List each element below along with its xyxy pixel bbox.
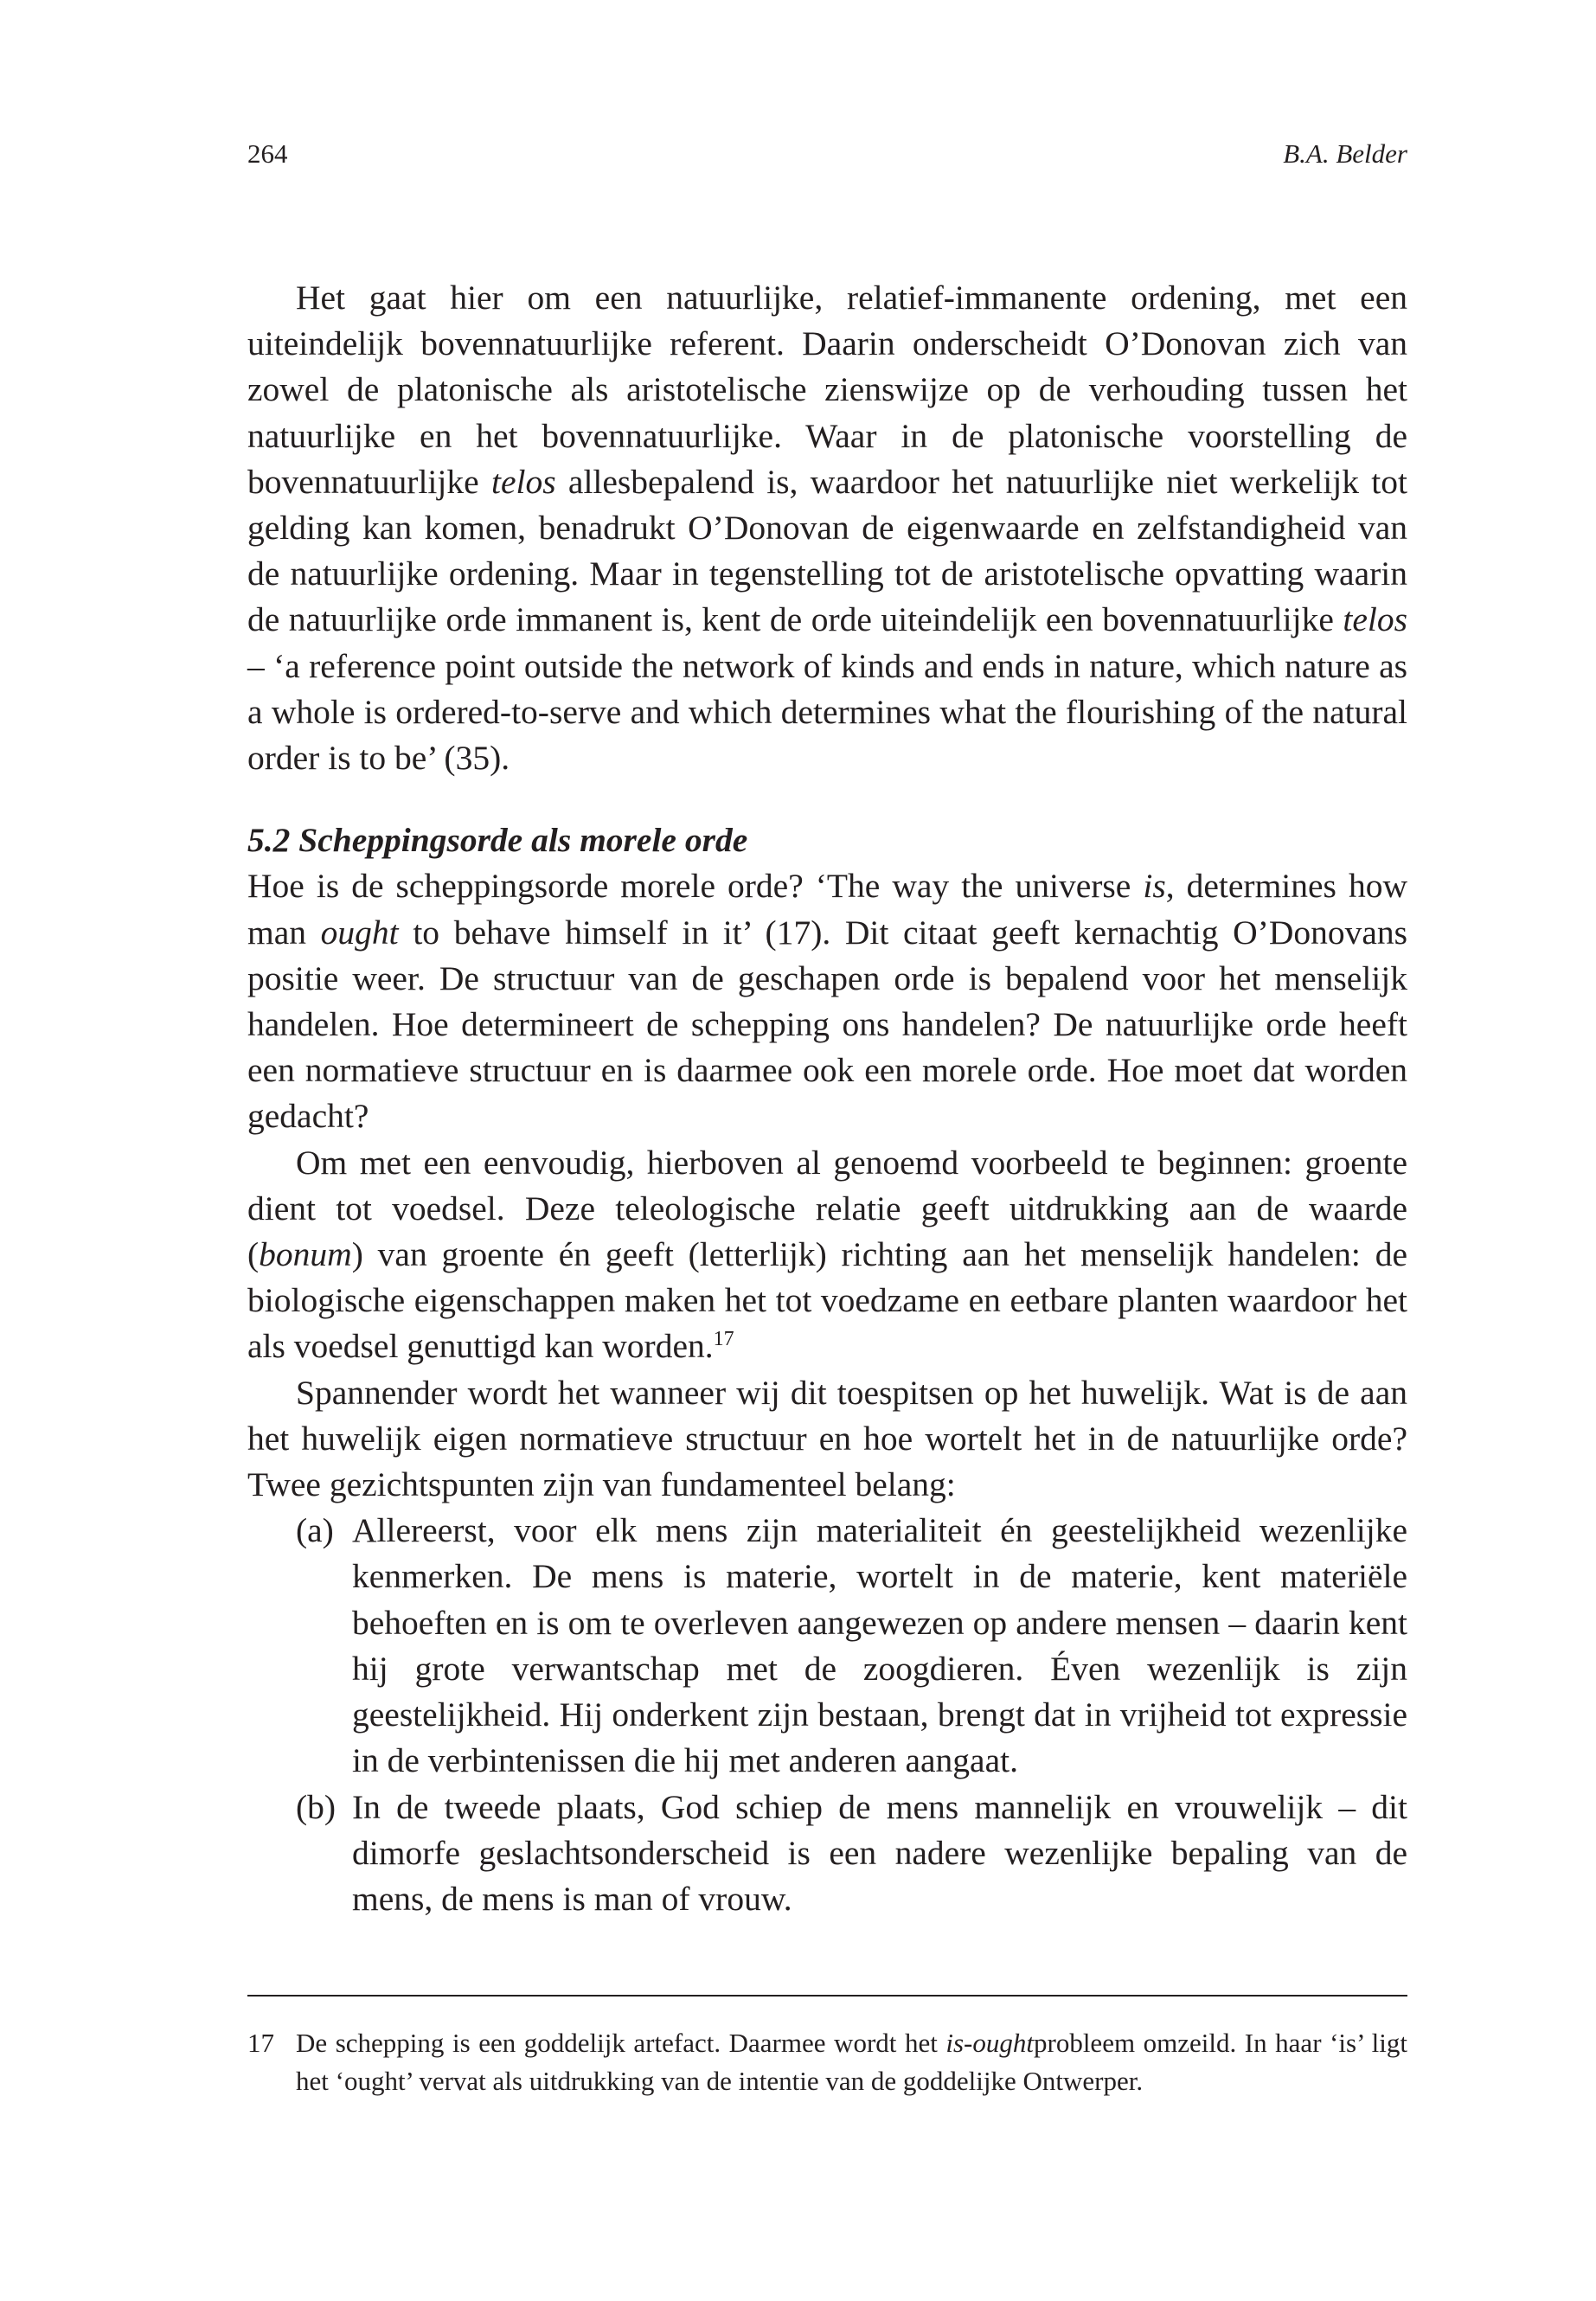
footnote-reference[interactable]: 17	[713, 1328, 734, 1351]
paragraph-2-italic-is: is	[1143, 867, 1166, 906]
footnote-divider	[247, 1995, 1407, 1997]
paragraph-1	[247, 275, 1407, 781]
paragraph-1-italic-telos-2: telos	[1343, 600, 1407, 639]
footnote	[247, 2024, 1407, 2100]
paragraph-2-text-a: Hoe is de scheppingsorde morele orde? ‘The way the universe	[247, 867, 1144, 906]
paragraph-3-text-a: Om met een eenvoudig, hierboven al genoemd voorbeeld te beginnen: groente dient tot voedsel. Deze teleologische relatie geeft uitdrukking aan de waarde (	[247, 1143, 1407, 1274]
paragraph-2	[247, 863, 1407, 1139]
footnote-text-a: De schepping is een goddelijk artefact. Daarmee wordt het	[296, 2028, 946, 2058]
paragraph-1-text-a: Het gaat hier om een natuurlijke, relatief-immanente ordening, met een uiteindelijk bovennatuurlijke referent. Daarin onderscheidt O’Donovan zich van zowel de platonische als aristotelische zienswijze op de verhouding tussen het natuurlijke en het bovennatuurlijke. Waar in de platonische voorstelling de bovennatuurlijke	[247, 279, 1407, 501]
footnote-text-b: probleem omzeild. In haar ‘is’ ligt het ‘ought’ vervat als uitdrukking van de intentie van de goddelijke Ontwerper.	[296, 2028, 1407, 2096]
paragraph-3	[247, 1140, 1407, 1370]
footnote-text	[296, 2024, 1407, 2100]
paragraph-1-text-b: allesbepalend is, waardoor het natuurlijke niet werkelijk tot gelding kan komen, benadrukt O’Donovan de eigenwaarde en zelfstandigheid van de natuurlijke ordening. Maar in tegenstelling tot de aristotelische opvatting waarin de natuurlijke orde immanent is, kent de orde uiteindelijk een bovennatuurlijke	[247, 462, 1407, 639]
paragraph-3-italic-bonum: bonum	[259, 1235, 352, 1274]
footnote-number: 17	[247, 2028, 274, 2058]
list-marker: (a)	[296, 1511, 334, 1550]
paragraph-3-text-b: ) van groente én geeft (letterlijk) richting aan het menselijk handelen: de biologische eigenschappen maken het tot voedzame en eetbare planten waardoor het als voedsel genuttigd kan worden.	[247, 1235, 1407, 1366]
list-item	[247, 1508, 1407, 1784]
paragraph-1-italic-telos: telos	[490, 462, 556, 501]
enumerated-list	[247, 1508, 1407, 1922]
running-head-author: B.A. Belder	[1283, 138, 1407, 169]
paragraph-2-italic-ought: ought	[320, 913, 399, 952]
footnote-italic-is-ought: is-ought	[945, 2028, 1034, 2058]
list-item	[247, 1785, 1407, 1923]
body-text	[247, 275, 1407, 1922]
paragraph-2-text-c: to behave himself in it’ (17). Dit citaat geeft kernachtig O’Donovans positie weer. De structuur van de geschapen orde is bepalend voor het menselijk handelen. Hoe determineert de schepping ons handelen? De natuurlijke orde heeft een normatieve structuur en is daarmee ook een morele orde. Hoe moet dat worden gedacht?	[247, 913, 1407, 1136]
paragraph-4: Spannender wordt het wanneer wij dit toespitsen op het huwelijk. Wat is de aan het huwelijk eigen normatieve structuur en hoe wortelt het in de natuurlijke orde? Twee gezichtspunten zijn van fundamenteel belang:	[247, 1373, 1407, 1504]
running-head	[247, 137, 1407, 171]
list-marker: (b)	[296, 1787, 337, 1826]
paragraph-2-text-b: , determines how man	[247, 867, 1407, 952]
page-number: 264	[247, 138, 288, 169]
paragraph-1-text-c: – ‘a reference point outside the network of kinds and ends in nature, which nature as a whole is ordered-to-serve and which determines what the flourishing of the natural order is to be’ (35).	[247, 646, 1407, 778]
section-heading: 5.2 Scheppingsorde als morele orde	[247, 821, 748, 860]
list-item-text: Allereerst, voor elk mens zijn materialiteit én geestelijkheid wezenlijke kenmerken. De mens is materie, wortelt in de materie, kent materiële behoeften en is om te overleven aangewezen op andere mensen – daarin kent hij grote verwantschap met de zoogdieren. Éven wezenlijk is zijn geestelijkheid. Hij onderkent zijn bestaan, brengt dat in vrijheid tot expressie in de verbintenissen die hij met anderen aangaat.	[352, 1511, 1407, 1780]
list-item-text: In de tweede plaats, God schiep de mens mannelijk en vrouwelijk – dit dimorfe geslachtsonderscheid is een nadere wezenlijke bepaling van de mens, de mens is man of vrouw.	[352, 1787, 1407, 1918]
